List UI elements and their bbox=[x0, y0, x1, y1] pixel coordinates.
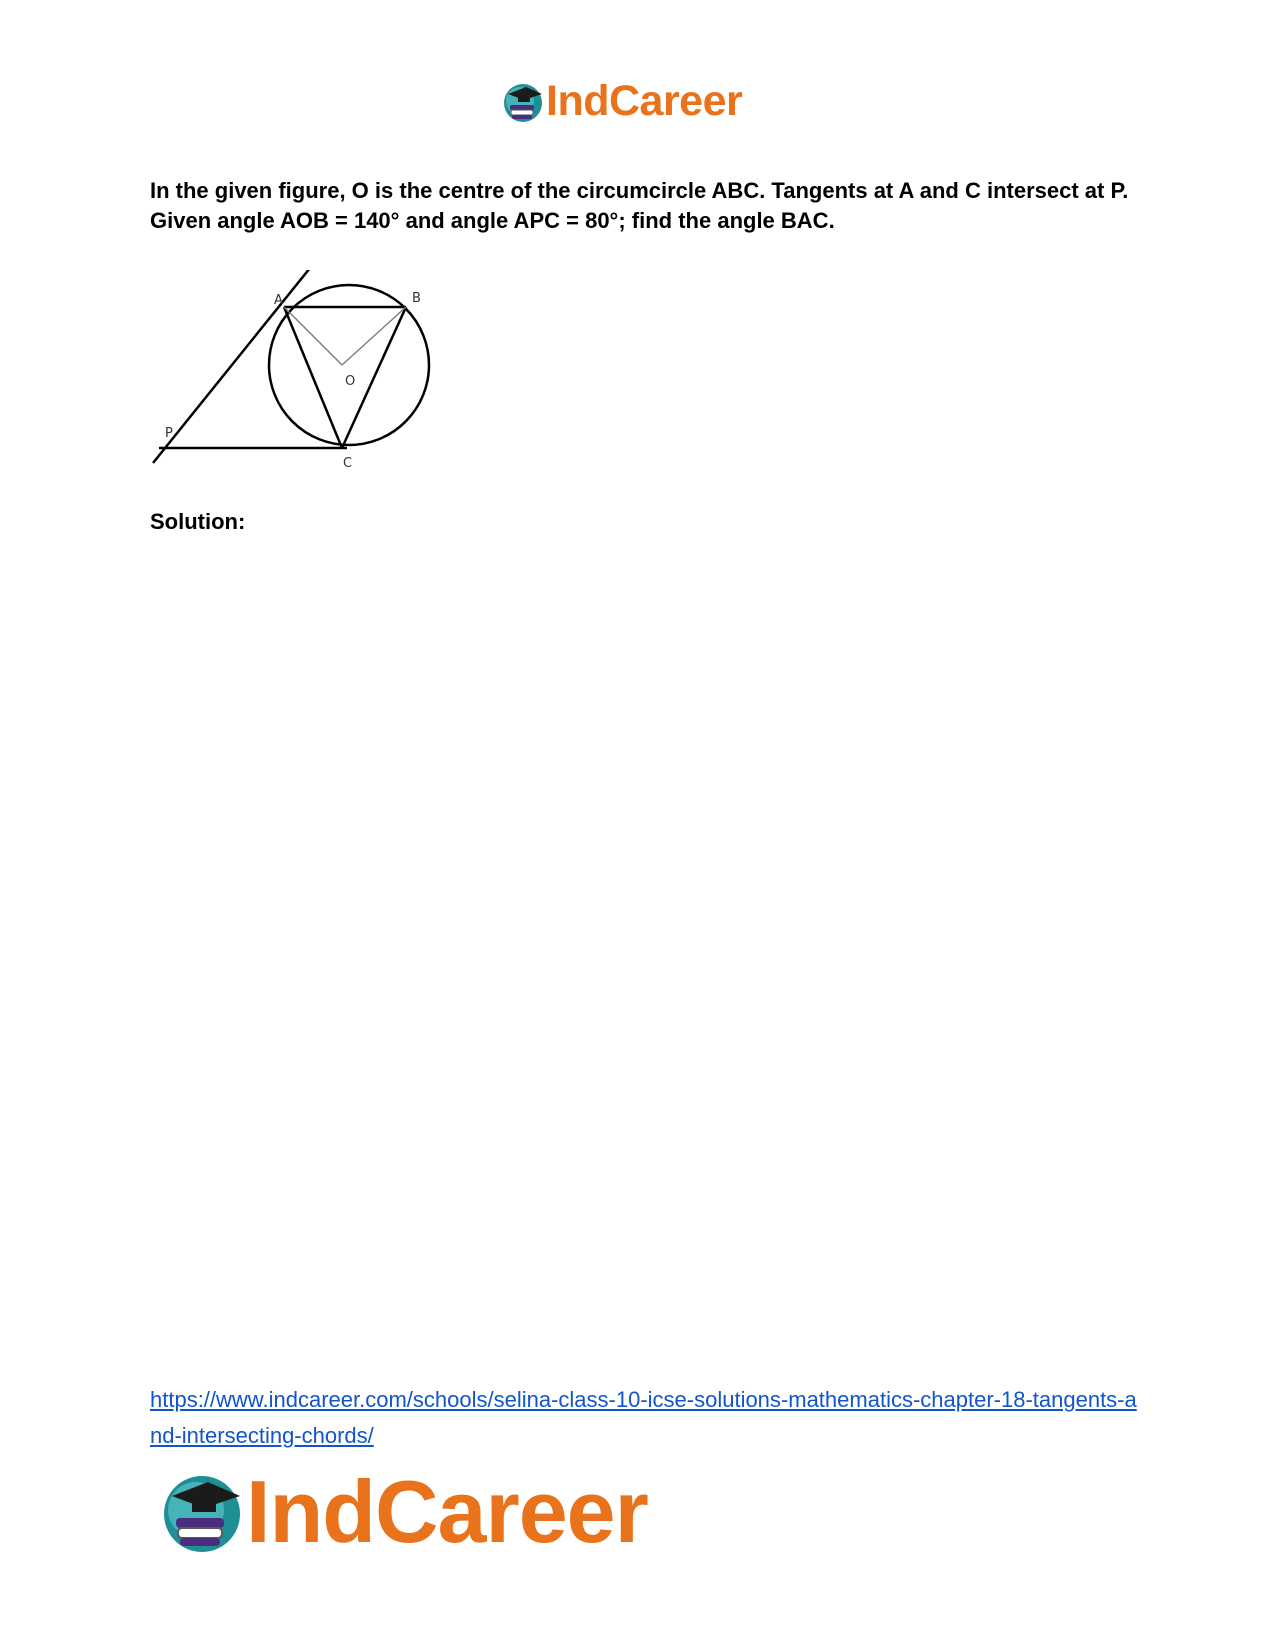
header-logo bbox=[502, 77, 743, 125]
graduation-cap-globe-books-icon bbox=[502, 81, 544, 123]
brand-name: IndCareer bbox=[246, 1462, 648, 1561]
graduation-cap-globe-books-icon bbox=[160, 1470, 244, 1554]
radius-oa bbox=[284, 307, 342, 365]
label-o: O bbox=[345, 374, 356, 389]
solution-heading: Solution: bbox=[150, 509, 246, 534]
label-b: B bbox=[412, 291, 421, 306]
label-p: P bbox=[165, 426, 173, 441]
question-text: In the given figure, O is the centre of the circumcircle ABC. Tangents at A and C intersect at P. Given angle AOB = 140° and angle APC = 80°; find the angle BAC. bbox=[150, 178, 1129, 233]
geometry-figure bbox=[150, 270, 440, 480]
brand-name: IndCareer bbox=[546, 77, 743, 125]
label-a: A bbox=[274, 293, 283, 308]
tangent-at-a bbox=[153, 270, 310, 463]
radius-ob bbox=[342, 307, 406, 365]
label-c: C bbox=[343, 456, 353, 471]
chord-ac bbox=[284, 307, 342, 448]
footer-logo bbox=[160, 1462, 648, 1561]
source-link[interactable]: https://www.indcareer.com/schools/selina-class-10-icse-solutions-mathematics-chapter-18-tangents-and-intersecting-chords/ bbox=[150, 1387, 1137, 1448]
